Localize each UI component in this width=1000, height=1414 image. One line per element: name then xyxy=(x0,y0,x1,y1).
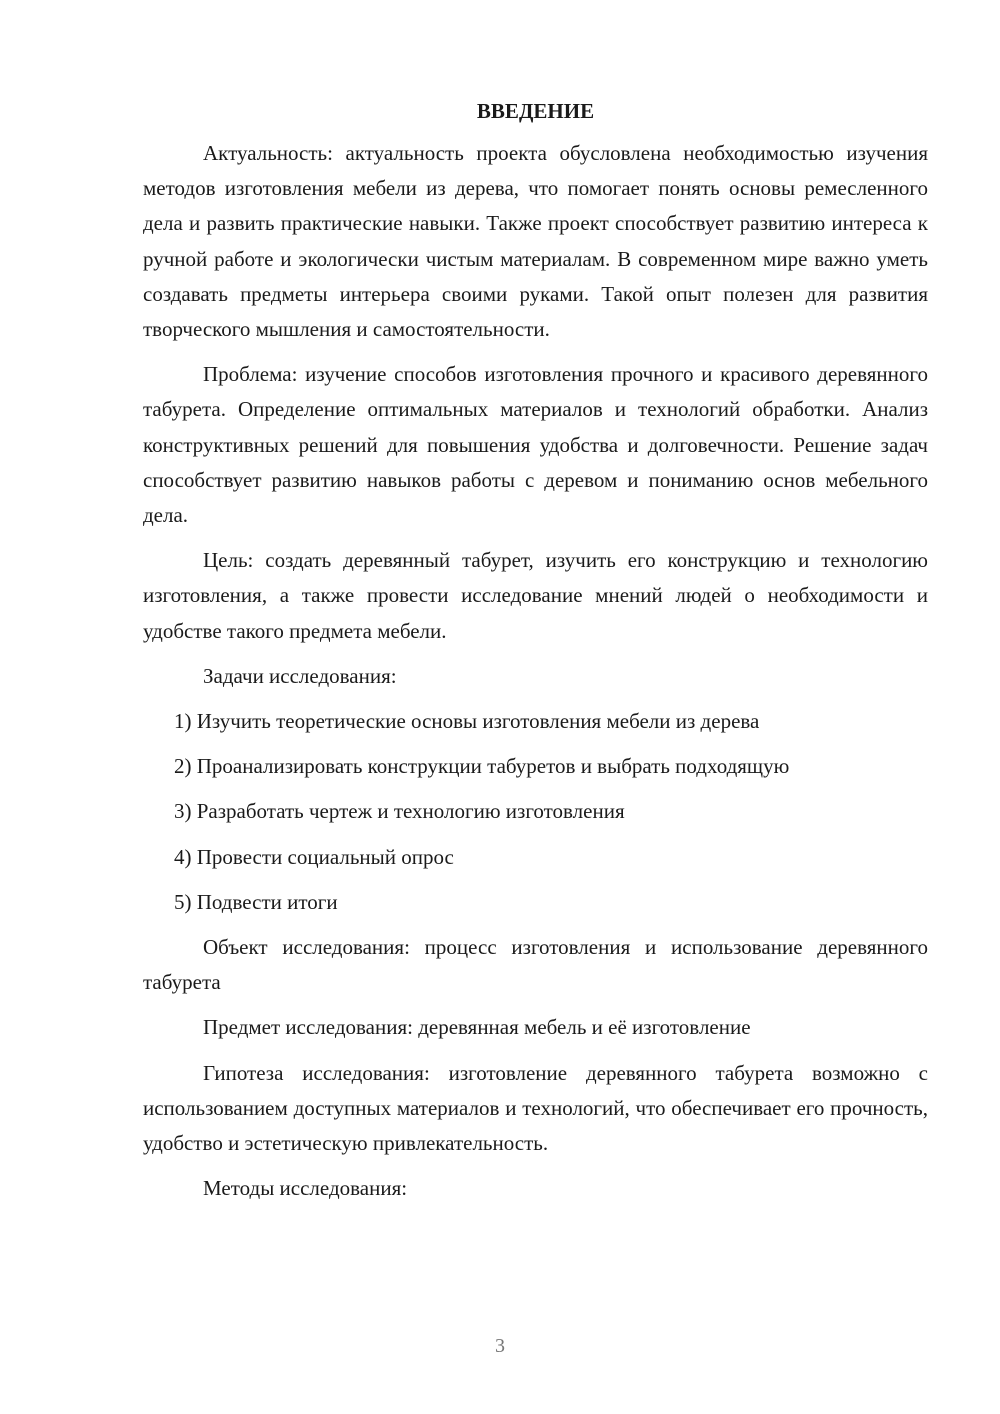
document-page xyxy=(143,96,928,1216)
page-number: 3 xyxy=(495,1335,505,1357)
paragraph-object: Объект исследования: процесс изготовления и использование деревянного табурета xyxy=(143,935,928,995)
methods-heading: Методы исследования: xyxy=(203,1176,408,1201)
list-item: 5) Подвести итоги xyxy=(174,889,338,914)
list-item: 2) Проанализировать конструкции табуретов и выбрать подходящую xyxy=(174,754,790,779)
tasks-list xyxy=(143,704,928,920)
paragraph-hypothesis: Гипотеза исследования: изготовление деревянного табурета возможно с использованием доступных материалов и технологий, что обеспечивает его прочность, удобство и эстетическую привлекательность. xyxy=(143,1060,928,1156)
page-title: ВВЕДЕНИЕ xyxy=(476,99,595,123)
list-item: 1) Изучить теоретические основы изготовления мебели из дерева xyxy=(174,709,760,734)
paragraph-goal: Цель: создать деревянный табурет, изучить его конструкцию и технологию изготовления, а также провести исследование мнений людей о необходимости и удобстве такого предмета мебели. xyxy=(143,548,928,643)
list-item: 4) Провести социальный опрос xyxy=(174,844,454,869)
paragraph-problem: Проблема: изучение способов изготовления прочного и красивого деревянного табурета. Определение оптимальных материалов и технологий обработки. Анализ конструктивных решений для повышения удобства и долговечности. Решение задач способствует развитию навыков работы с деревом и пониманию основ мебельного дела. xyxy=(143,362,928,528)
list-item: 3) Разработать чертеж и технологию изготовления xyxy=(174,799,625,824)
paragraph-subject: Предмет исследования: деревянная мебель и её изготовление xyxy=(203,1015,751,1040)
tasks-heading: Задачи исследования: xyxy=(203,663,397,688)
paragraph-relevance: Актуальность: актуальность проекта обусловлена необходимостью изучения методов изготовления мебели из дерева, что помогает понять основы ремесленного дела и развить практические навыки. Также проект способствует развитию интереса к ручной работе и экологически чистым материалам. В современном мире важно уметь создавать предметы интерьера своими руками. Такой опыт полезен для развития творческого мышления и самостоятельности. xyxy=(143,141,928,342)
